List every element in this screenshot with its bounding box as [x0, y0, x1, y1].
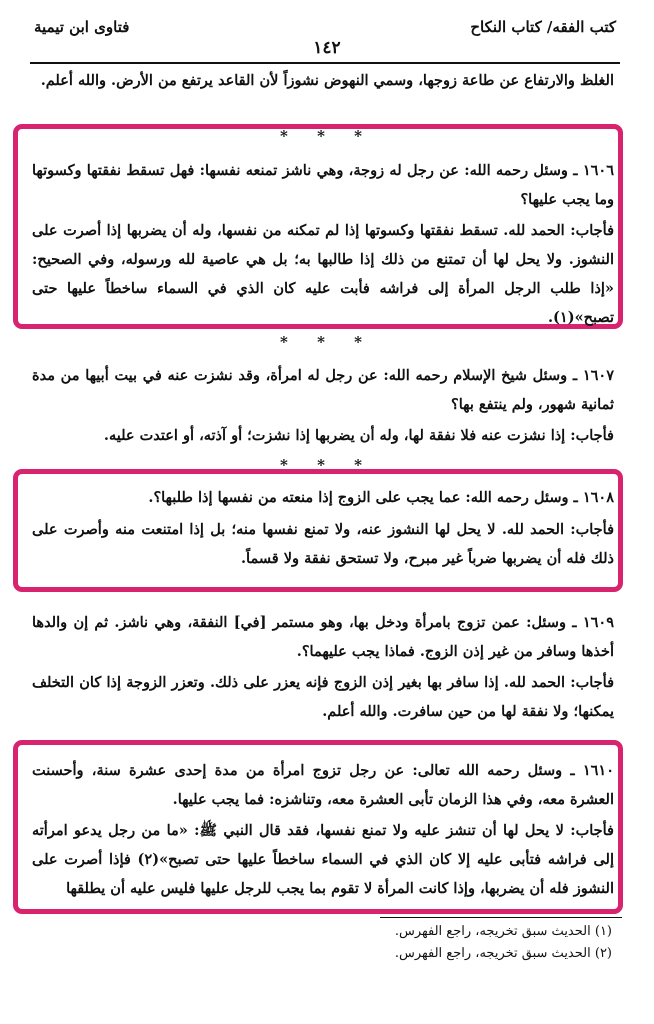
separator-stars: * * *: [280, 127, 374, 145]
fatwa-1606-question: ١٦٠٦ ـ وسئل رحمه الله: عن رجل له زوجة، وهي ناشز تمنعه نفسها: فهل تسقط نفقتها وكسوتها وما يجب عليها؟: [32, 162, 614, 208]
page-number: ١٤٢: [313, 38, 341, 58]
intro-paragraph: الغلظ والارتفاع عن طاعة زوجها، وسمي النهوض نشوزاً لأن القاعد يرتفع من الأرض. والله أعلم.: [40, 72, 614, 89]
separator-stars: * * *: [280, 456, 374, 474]
header-rule: [30, 62, 620, 64]
fatwa-1608-answer: فأجاب: الحمد لله. لا يحل لها النشوز عنه، ولا تمنع نفسها منه؛ بل إذا امتنعت منه وأصرت على ذلك فله أن يضربها ضرباً غير مبرح، ولا تستحق نفقة ولا قسماً.: [32, 521, 614, 567]
fatwa-1610-question: ١٦١٠ ـ وسئل رحمه الله تعالى: عن رجل تزوج امرأة من مدة إحدى عشرة سنة، وأحسنت العشرة معه، وفي هذا الزمان تأبى العشرة معه، وتناشزه: فما يجب عليها.: [32, 762, 614, 808]
fatwa-1608-question: ١٦٠٨ ـ وسئل رحمه الله: عما يجب على الزوج إذا منعته من نفسها إذا طلبها؟.: [148, 489, 614, 506]
separator-stars: * * *: [280, 333, 374, 351]
running-header-right: كتب الفقه/ كتاب النكاح: [470, 18, 616, 36]
fatwa-1609-question: ١٦٠٩ ـ وسئل: عمن تزوج بامرأة ودخل بها، وهو مستمر [في] النفقة، وهي ناشز. ثم إن والدها أخذها وسافر من غير إذن الزوج. فماذا يجب عليهما؟.: [32, 614, 614, 660]
fatwa-1607-answer: فأجاب: إذا نشزت عنه فلا نفقة لها، وله أن يضربها إذا نشزت؛ أو آذته، أو اعتدت عليه.: [103, 427, 614, 444]
footnote-2: (٢) الحديث سبق تخريجه، راجع الفهرس.: [394, 946, 612, 961]
footnote-rule: [380, 917, 622, 918]
fatwa-1609-answer: فأجاب: الحمد لله. إذا سافر بها بغير إذن الزوج فإنه يعزر على ذلك. وتعزر الزوجة إذا كان التخلف يمكنها؛ ولا نفقة لها من حين سافرت. والله أعلم.: [32, 674, 614, 720]
fatwa-1607-question: ١٦٠٧ ـ وسئل شيخ الإسلام رحمه الله: عن رجل له امرأة، وقد نشزت عنه في بيت أبيها من مدة ثمانية شهور، ولم ينتفع بها؟: [32, 367, 614, 413]
fatwa-1606-answer: فأجاب: الحمد لله. تسقط نفقتها وكسوتها إذا لم تمكنه من نفسها، وله أن يضربها إذا أصرت على النشوز. ولا يحل لها أن تمتنع من ذلك إذا طالبها به؛ بل هي عاصية لله ورسوله، وفي الصحيح: «إذا طلب الرجل المرأة إلى فراشه فأبت عليه كان الذي في السماء ساخطاً عليها حتى تصبح»(١).: [32, 222, 614, 326]
running-header-left: فتاوى ابن تيمية: [34, 18, 130, 36]
footnote-1: (١) الحديث سبق تخريجه، راجع الفهرس.: [394, 924, 612, 939]
fatwa-1610-answer: فأجاب: لا يحل لها أن تنشز عليه ولا تمنع نفسها، فقد قال النبي ﷺ: «ما من رجل يدعو امرأته إلى فراشه فتأبى عليه إلا كان الذي في السماء ساخطاً عليها حتى تصبح»(٢) فإذا أصرت على النشوز فله أن يضربها، وإذا كانت المرأة لا تقوم بما يجب للرجل عليها فليس عليه أن يطلقها: [32, 822, 614, 897]
